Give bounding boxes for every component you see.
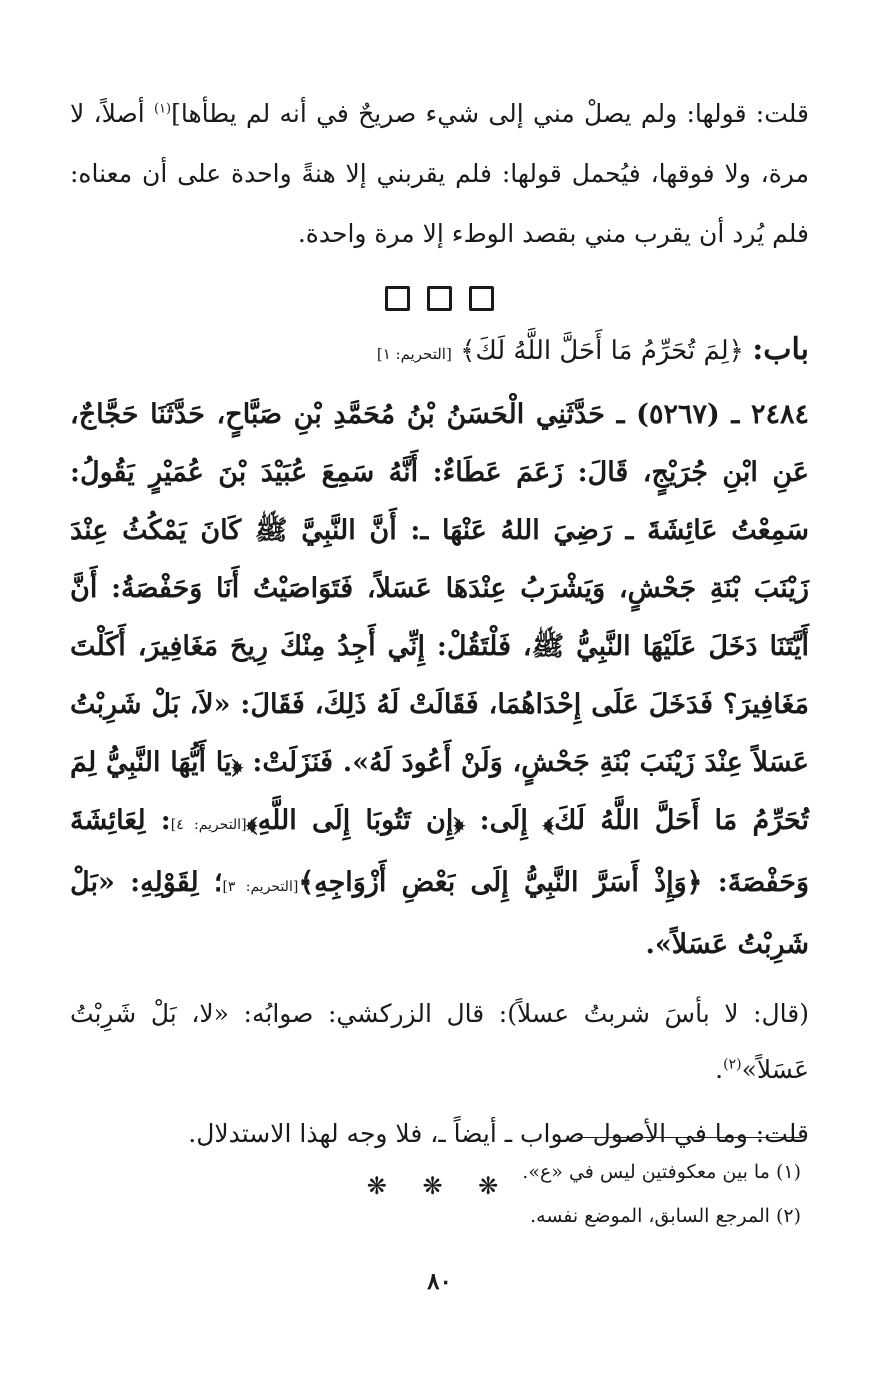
page-number: ٨٠	[427, 1268, 452, 1295]
hadith-part-3: ؛ لِقَوْلِهِ: «بَلْ شَرِبْتُ عَسَلاً».	[70, 867, 809, 960]
chapter-verse: ﴿لِمَ تُحَرِّمُ مَا أَحَلَّ اللَّهُ لَكَ﴾	[460, 336, 744, 366]
conclusion-paragraph: قلت: وما في الأصول صواب ـ أيضاً ـ، فلا وجه لهذا الاستدلال.	[188, 1119, 809, 1148]
intro-text: قلت: قولها: ولم يصلْ مني إلى شيء صريحٌ في أنه لم يطأها]	[171, 99, 809, 128]
chapter-verse-reference: [التحريم: ١]	[376, 345, 452, 363]
asterism-separator: ❋ ❋ ❋	[366, 1172, 513, 1200]
footnote-marker-2[interactable]: (٢)	[723, 1056, 742, 1073]
hadith-verse-reference-2: [التحريم: ٣]	[222, 879, 299, 895]
hadith-verse-reference-1: [التحريم: ٤]	[170, 817, 247, 833]
hadith-part-1: ٢٤٨٤ ـ (٥٢٦٧) ـ حَدَّثَنِي الْحَسَنُ بْنُ مُحَمَّدِ بْنِ صَبَّاحٍ، حَدَّثَنَا حَجَّاجٌ، عَنِ ابْنِ جُرَيْجٍ، قَالَ: زَعَمَ عَطَاءٌ: أَنَّهُ سَمِعَ عُبَيْدَ بْنَ عُمَيْرٍ يَقُولُ: سَمِعْتُ عَائِشَةَ ـ رَضِيَ اللهُ عَنْهَا ـ: أَنَّ النَّبِيَّ ﷺ كَانَ يَمْكُثُ عِنْدَ زَيْنَبَ بْنَةِ جَحْشٍ، وَيَشْرَبُ عِنْدَهَا عَسَلاً، فَتَوَاصَيْتُ أَنَا وَحَفْصَةُ: أَنَّ أَيَّتَنَا دَخَلَ عَلَيْهَا النَّبِيُّ ﷺ، فَلْتَقُلْ: إِنِّي أَجِدُ مِنْكَ رِيحَ مَغَافِيرَ، أَكَلْتَ مَغَافِيرَ؟ فَدَخَلَ عَلَى إِحْدَاهُمَا، فَقَالَتْ لَهُ ذَلِكَ، فَقَالَ: «لاَ، بَلْ شَرِبْتُ عَسَلاً عِنْدَ زَيْنَبَ بْنَةِ جَحْشٍ، وَلَنْ أَعُودَ لَهُ». فَنَزَلَتْ: ﴿يَا أَيُّهَا النَّبِيُّ لِمَ تُحَرِّمُ مَا أَحَلَّ اللَّهُ لَكَ﴾ إِلَى: ﴿إِن تَتُوبَا إِلَى اللَّهِ﴾	[70, 399, 809, 836]
commentary-note	[70, 986, 809, 1098]
hadith-part-2: : لِعَائِشَةَ وَحَفْصَةَ: ﴿وَإِذْ أَسَرَّ النَّبِيُّ إِلَى بَعْضِ أَزْوَاجِهِ﴾	[70, 805, 809, 898]
intro-text-continued: أصلاً، لا مرة، ولا فوقها، فيُحمل قولها: فلم يقربني إلا هنةً واحدة على أن معناه: فلم يُرد أن يقرب مني بقصد الوطء إلا مرة واحدة.	[70, 99, 809, 248]
chapter-word: باب:	[752, 332, 809, 367]
footnote-2: (٢) المرجع السابق، الموضع نفسه.	[530, 1205, 801, 1227]
intro-paragraph	[70, 84, 809, 264]
footnote-divider	[577, 1137, 801, 1138]
commentary-note-end: .	[715, 1055, 724, 1084]
square-ornament-icon	[469, 286, 494, 311]
square-ornament-icon	[385, 286, 410, 311]
footnote-1: (١) ما بين معكوفتين ليس في «ع».	[522, 1161, 801, 1183]
footnotes	[70, 1150, 801, 1238]
chapter-heading	[70, 326, 809, 378]
section-separator	[70, 276, 809, 320]
hadith-text	[70, 386, 809, 974]
commentary-note-text: (قال: لا بأسَ شربتُ عسلاً): قال الزركشي: صوابُه: «لا، بَلْ شَرِبْتُ عَسَلاً»	[70, 999, 809, 1084]
square-ornament-icon	[427, 286, 452, 311]
footnote-marker-1[interactable]: (١)	[153, 101, 172, 117]
